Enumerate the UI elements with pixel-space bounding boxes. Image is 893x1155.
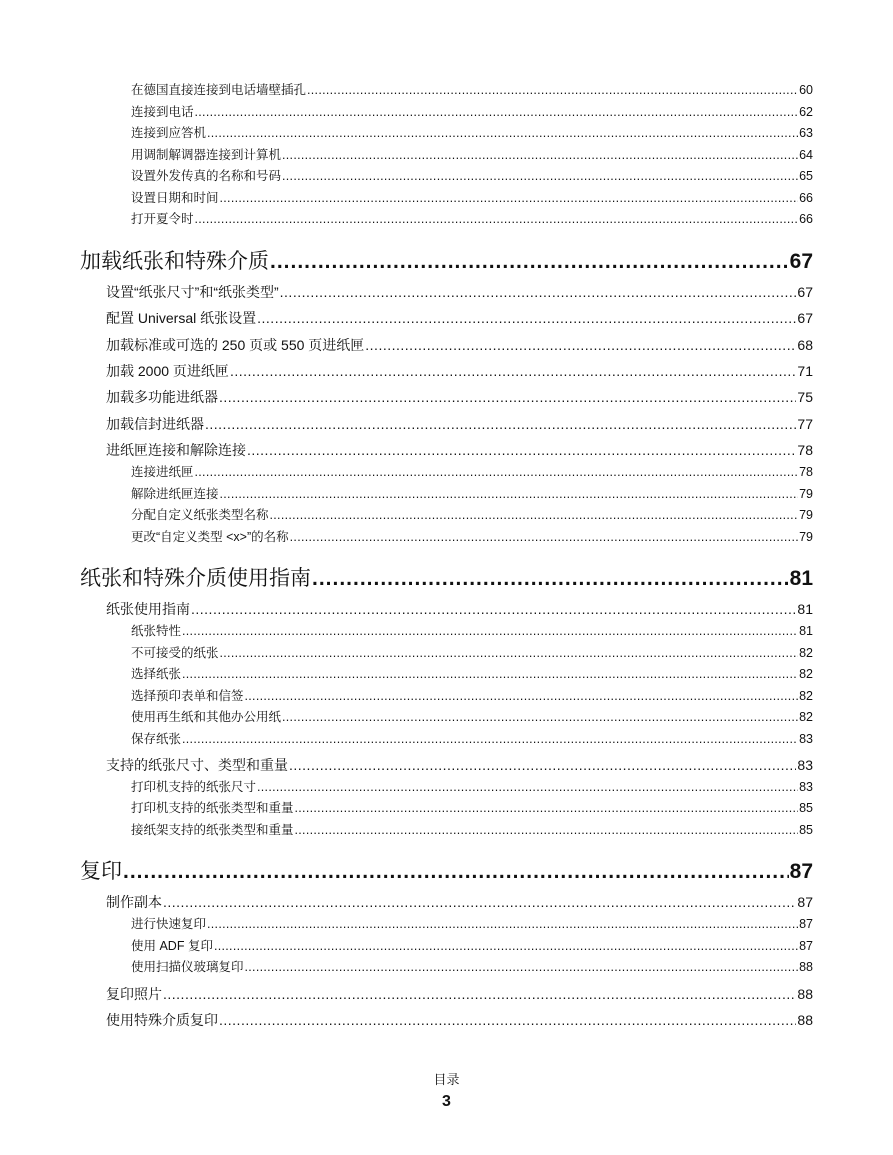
dot-leader [207,125,798,141]
toc-section[interactable] [106,1011,813,1029]
toc-section-title: 加载信封进纸器 [106,416,204,432]
toc-entry[interactable] [131,507,813,523]
dot-leader [245,959,799,975]
toc-section-title: 配置 Universal 纸张设置 [106,310,257,326]
toc-section-title: 进纸匣连接和解除连接 [106,442,246,458]
dot-leader [282,168,798,184]
toc-entry[interactable] [131,486,813,502]
toc-section-title: 设置“纸张尺寸”和“纸张类型” [106,284,279,300]
toc-section[interactable] [106,336,813,354]
toc-section-title: 复印照片 [106,986,162,1002]
toc-entry-title: 更改“自定义类型 <x>”的名称 [131,530,289,544]
toc-entry-page: 64 [799,148,813,162]
toc-entry[interactable] [131,104,813,120]
toc-section-page: 67 [797,284,813,300]
toc-entry[interactable] [131,666,813,682]
toc-entry-page: 82 [799,667,813,681]
toc-entry-title: 打印机支持的纸张尺寸 [131,780,257,794]
toc-chapter-page: 67 [789,250,813,273]
dot-leader [295,822,799,838]
toc-entry-title: 保存纸张 [131,732,182,746]
dot-leader [205,415,796,433]
toc-section[interactable] [106,985,813,1003]
toc-entry[interactable] [131,731,813,747]
toc-entry-page: 85 [799,823,813,837]
dot-leader [191,600,796,618]
toc-chapter-title: 纸张和特殊介质使用指南 [80,567,311,590]
dot-leader [163,985,796,1003]
toc-entry-title: 使用再生纸和其他办公用纸 [131,710,282,724]
toc-section[interactable] [106,388,813,406]
toc-entry-page: 79 [799,530,813,544]
toc-section-page: 83 [797,757,813,773]
toc-entry[interactable] [131,916,813,932]
dot-leader [195,104,799,120]
dot-leader [247,441,796,459]
toc-section-title: 纸张使用指南 [106,601,190,617]
toc-entry-page: 82 [799,689,813,703]
toc-entry-title: 用调制解调器连接到计算机 [131,148,282,162]
dot-leader [280,283,797,301]
toc-entry-page: 62 [799,105,813,119]
dot-leader [195,211,799,227]
toc-entry[interactable] [131,709,813,725]
toc-entry[interactable] [131,211,813,227]
toc-section-page: 78 [797,442,813,458]
dot-leader [219,1011,796,1029]
dot-leader [219,388,796,406]
toc-entry-page: 60 [799,83,813,97]
toc-entry-page: 66 [799,212,813,226]
toc-entry-page: 65 [799,169,813,183]
toc-entry-title: 分配自定义纸张类型名称 [131,508,269,522]
toc-entry[interactable] [131,822,813,838]
dot-leader [257,779,798,795]
toc-section[interactable] [106,309,813,327]
toc-section-title: 加载标准或可选的 250 页或 550 页进纸匣 [106,337,365,353]
toc-entry-title: 连接到应答机 [131,126,207,140]
toc-chapter-title: 加载纸张和特殊介质 [80,250,269,273]
toc-section[interactable] [106,362,813,380]
toc-entry-page: 85 [799,801,813,815]
toc-section-title: 使用特殊介质复印 [106,1012,218,1028]
toc-chapter-title: 复印 [80,860,122,883]
dot-leader [270,249,789,275]
toc-entry[interactable] [131,938,813,954]
toc-entry-page: 81 [799,624,813,638]
toc-entry-title: 打开夏令时 [131,212,194,226]
toc-entry-title: 在德国直接连接到电话墙壁插孔 [131,83,307,97]
dot-leader [295,800,799,816]
dot-leader [282,147,798,163]
toc-entry-title: 解除进纸匣连接 [131,487,219,501]
toc-entry[interactable] [131,464,813,480]
toc-section-page: 88 [797,1012,813,1028]
toc-section-page: 67 [797,310,813,326]
toc-section[interactable] [106,441,813,459]
toc-entry[interactable] [131,645,813,661]
toc-section-page: 87 [797,894,813,910]
toc-chapter[interactable] [80,249,813,275]
dot-leader [220,645,799,661]
dot-leader [307,82,798,98]
toc-entry-title: 纸张特性 [131,624,182,638]
toc-entry-page: 83 [799,780,813,794]
page-number: 3 [442,1093,451,1110]
toc-entry-page: 83 [799,732,813,746]
toc-entry[interactable] [131,529,813,545]
toc-entry-page: 87 [799,917,813,931]
dot-leader [182,731,798,747]
toc-section-page: 71 [797,363,813,379]
toc-entry-page: 78 [799,465,813,479]
toc-section-title: 支持的纸张尺寸、类型和重量 [106,757,288,773]
dot-leader [220,486,799,502]
dot-leader [220,190,799,206]
toc-entry-page: 79 [799,508,813,522]
toc-section[interactable] [106,283,813,301]
dot-leader [207,916,798,932]
dot-leader [214,938,798,954]
dot-leader [245,688,799,704]
toc-section[interactable] [106,756,813,774]
toc-entry-page: 88 [799,960,813,974]
footer-label: 目录 [433,1072,460,1087]
dot-leader [163,893,796,911]
toc-section-page: 88 [797,986,813,1002]
toc-entry[interactable] [131,623,813,639]
dot-leader [195,464,799,480]
toc-entry-title: 设置外发传真的名称和号码 [131,169,282,183]
toc-entry[interactable] [131,82,813,98]
dot-leader [290,529,798,545]
toc-entry-page: 82 [799,710,813,724]
dot-leader [257,309,796,327]
toc-entry-title: 打印机支持的纸张类型和重量 [131,801,294,815]
toc-chapter-page: 81 [789,567,813,590]
toc-section[interactable] [106,415,813,433]
toc-entry[interactable] [131,800,813,816]
toc-entry-title: 连接进纸匣 [131,465,194,479]
toc-section-page: 81 [797,601,813,617]
toc-section[interactable] [106,600,813,618]
toc-entry[interactable] [131,125,813,141]
toc-section-title: 制作副本 [106,894,162,910]
dot-leader [123,859,789,885]
toc-entry-title: 选择预印表单和信签 [131,689,244,703]
toc-section-title: 加载多功能进纸器 [106,389,218,405]
dot-leader [312,566,789,592]
toc-section-page: 75 [797,389,813,405]
toc-section-page: 77 [797,416,813,432]
toc-chapter-page: 87 [789,860,813,883]
toc-section[interactable] [106,893,813,911]
toc-entry[interactable] [131,190,813,206]
toc-entry-page: 63 [799,126,813,140]
toc-entry-title: 进行快速复印 [131,917,207,931]
toc-entry[interactable] [131,168,813,184]
toc-entry-title: 使用扫描仪玻璃复印 [131,960,244,974]
toc-entry-page: 87 [799,939,813,953]
dot-leader [270,507,799,523]
toc-entry-page: 79 [799,487,813,501]
dot-leader [182,623,798,639]
toc-entry-title: 使用 ADF 复印 [131,939,213,953]
dot-leader [282,709,798,725]
toc-entry-title: 连接到电话 [131,105,194,119]
toc-entry-page: 66 [799,191,813,205]
toc-section-title: 加载 2000 页进纸匣 [106,363,229,379]
toc-entry[interactable] [131,959,813,975]
toc-entry-title: 接纸架支持的纸张类型和重量 [131,823,294,837]
dot-leader [289,756,796,774]
toc-entry[interactable] [131,688,813,704]
toc-entry-title: 设置日期和时间 [131,191,219,205]
toc-entry-title: 选择纸张 [131,667,182,681]
toc-entry[interactable] [131,147,813,163]
dot-leader [230,362,796,380]
toc-entry[interactable] [131,779,813,795]
toc-chapter[interactable] [80,566,813,592]
toc-section-page: 68 [797,337,813,353]
toc-chapter[interactable] [80,859,813,885]
toc-entry-title: 不可接受的纸张 [131,646,219,660]
dot-leader [365,336,796,354]
dot-leader [182,666,798,682]
toc-entry-page: 82 [799,646,813,660]
